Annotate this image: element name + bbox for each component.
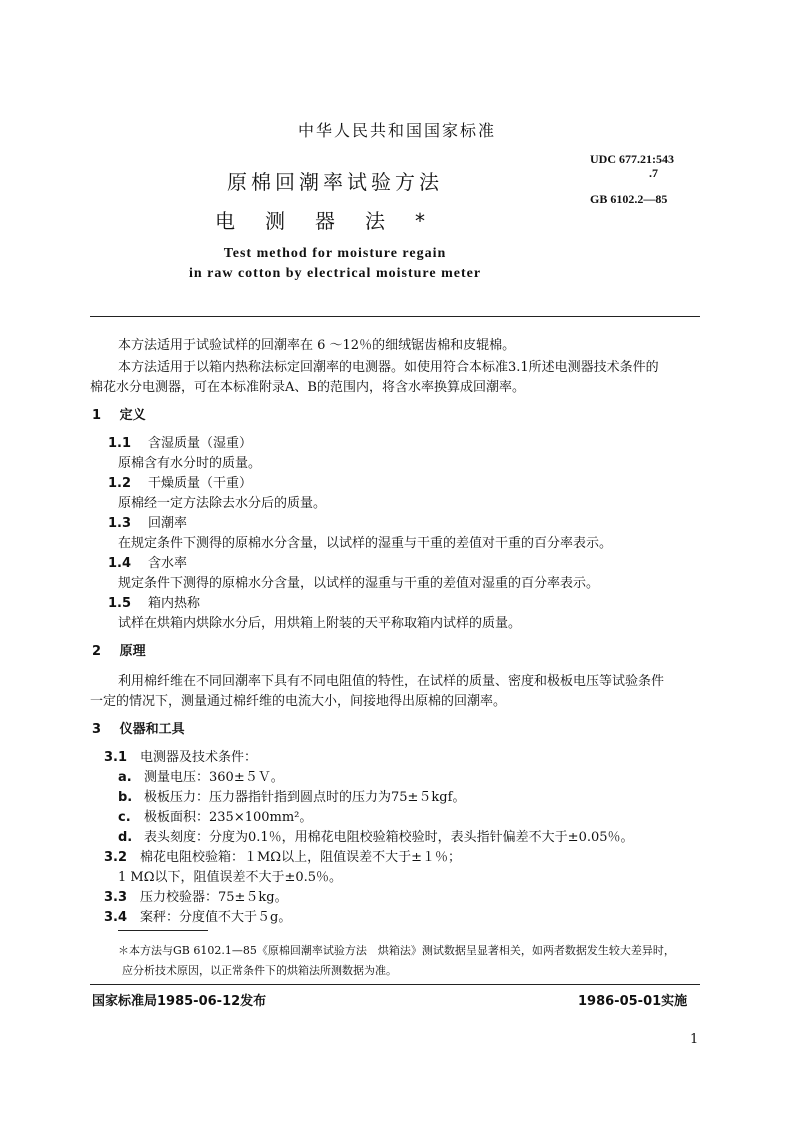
principle-paragraph: 利用棉纤维在不同回潮率下具有不同电阻值的特性，在试样的质量、密度和极板电压等试验条件 — [118, 674, 665, 689]
english-title-line-1: Test method for moisture regain — [223, 246, 447, 261]
section-number: 3 — [92, 722, 102, 737]
effective-date: 1986-05-01实施 — [578, 994, 688, 1009]
sub-label: b. — [118, 790, 133, 805]
item-number: 1.3 — [108, 516, 132, 531]
item-term: 回潮率 — [148, 516, 188, 531]
item-text: 压力校验器：75±５kg。 — [140, 890, 288, 905]
sub-label: c. — [118, 810, 131, 825]
intro-paragraph-1: 本方法适用于试验试样的回潮率在 6 ～12％的细绒锯齿棉和皮辊棉。 — [118, 338, 516, 353]
principle-paragraph-cont: 一定的情况下，测量通过棉纤维的电流大小，间接地得出原棉的回潮率。 — [90, 694, 507, 709]
section-title: 原理 — [119, 644, 146, 659]
def-item-1.1 — [108, 432, 252, 451]
footnote-rule — [118, 930, 208, 931]
item-number: 1.2 — [108, 476, 132, 491]
item-term: 含水率 — [148, 556, 188, 571]
footer-divider — [90, 984, 700, 985]
issuing-country-standard: 中华人民共和国国家标准 — [297, 121, 496, 140]
sub-item-b — [118, 786, 465, 805]
issue-date: 国家标准局1985-06-12发布 — [92, 994, 267, 1009]
item-number: 3.2 — [104, 850, 128, 865]
item-number: 1.4 — [108, 556, 132, 571]
item-number: 1.5 — [108, 596, 132, 611]
sub-label: d. — [118, 830, 133, 845]
page-subtitle: 电测器法* — [215, 209, 455, 233]
sub-text: 极板压力：压力器指针指到圆点时的压力为75±５kgf。 — [144, 790, 466, 805]
section-number: 2 — [92, 644, 102, 659]
sub-item-a — [118, 766, 284, 785]
item-term: 干燥质量（干重） — [148, 476, 253, 491]
intro-paragraph-2-cont: 棉花水分电测器，可在本标准附录A、B的范围内，将含水率换算成回潮率。 — [90, 380, 525, 395]
item-3.1 — [104, 746, 257, 765]
item-number: 3.4 — [104, 910, 128, 925]
sub-text: 表头刻度：分度为0.1％，用棉花电阻校验箱校验时，表头指针偏差不大于±0.05％。 — [144, 830, 634, 845]
section-title: 仪器和工具 — [119, 722, 185, 737]
udc-code: UDC 677.21:543 — [590, 152, 674, 166]
item-text: 棉花电阻校验箱：１MΩ以上，阻值误差不大于±１％； — [140, 850, 461, 865]
item-text: 案秤：分度值不大于５g。 — [140, 910, 292, 925]
sub-item-c — [118, 806, 312, 825]
item-term: 含湿质量（湿重） — [148, 436, 253, 451]
footnote-line-1: ＊本方法与GB 6102.1—85《原棉回潮率试验方法 烘箱法》测试数据呈显著相关，如两者数据发生较大差异时， — [118, 944, 675, 957]
item-3.2 — [104, 846, 461, 865]
item-number: 1.1 — [108, 436, 132, 451]
def-item-1.3 — [108, 512, 187, 531]
item-3.4 — [104, 906, 291, 925]
def-item-1.2 — [108, 472, 252, 491]
page-title: 原棉回潮率试验方法 — [227, 170, 443, 194]
footnote-line-2: 应分析技术原因，以正常条件下的烘箱法所测数据为准。 — [122, 964, 397, 977]
udc-code-cont: .7 — [649, 166, 658, 180]
def-item-1.4 — [108, 552, 187, 571]
item-3.3 — [104, 886, 288, 905]
def-item-1.5 — [108, 592, 200, 611]
section-title: 定义 — [119, 408, 146, 423]
item-3.2-cont: 1 MΩ以下，阻值误差不大于±0.5％。 — [118, 870, 343, 885]
section-3-heading — [92, 718, 185, 737]
section-number: 1 — [92, 408, 102, 423]
sub-label: a. — [118, 770, 132, 785]
section-1-heading — [92, 404, 146, 423]
page-number: 1 — [690, 1032, 699, 1047]
intro-paragraph-2: 本方法适用于以箱内热称法标定回潮率的电测器。如使用符合本标准3.1所述电测器技术条件的 — [118, 360, 659, 375]
sub-text: 极板面积：235×100mm²。 — [144, 810, 313, 825]
item-term: 箱内热称 — [148, 596, 201, 611]
item-text: 电测器及技术条件： — [140, 750, 258, 765]
def-item-1.3-text: 在规定条件下测得的原棉水分含量，以试样的湿重与干重的差值对干重的百分率表示。 — [118, 536, 613, 551]
header-divider — [90, 316, 700, 317]
sub-item-d — [118, 826, 634, 845]
def-item-1.2-text: 原棉经一定方法除去水分后的质量。 — [118, 496, 327, 511]
def-item-1.5-text: 试样在烘箱内烘除水分后，用烘箱上附装的天平称取箱内试样的质量。 — [118, 616, 522, 631]
item-number: 3.3 — [104, 890, 128, 905]
def-item-1.1-text: 原棉含有水分时的质量。 — [118, 456, 262, 471]
english-title-line-2: in raw cotton by electrical moisture meter — [188, 266, 482, 281]
def-item-1.4-text: 规定条件下测得的原棉水分含量，以试样的湿重与干重的差值对湿重的百分率表示。 — [118, 576, 600, 591]
gb-standard-number: GB 6102.2—85 — [590, 192, 668, 206]
item-number: 3.1 — [104, 750, 128, 765]
sub-text: 测量电压：360±５Ｖ。 — [144, 770, 284, 785]
section-2-heading — [92, 640, 146, 659]
